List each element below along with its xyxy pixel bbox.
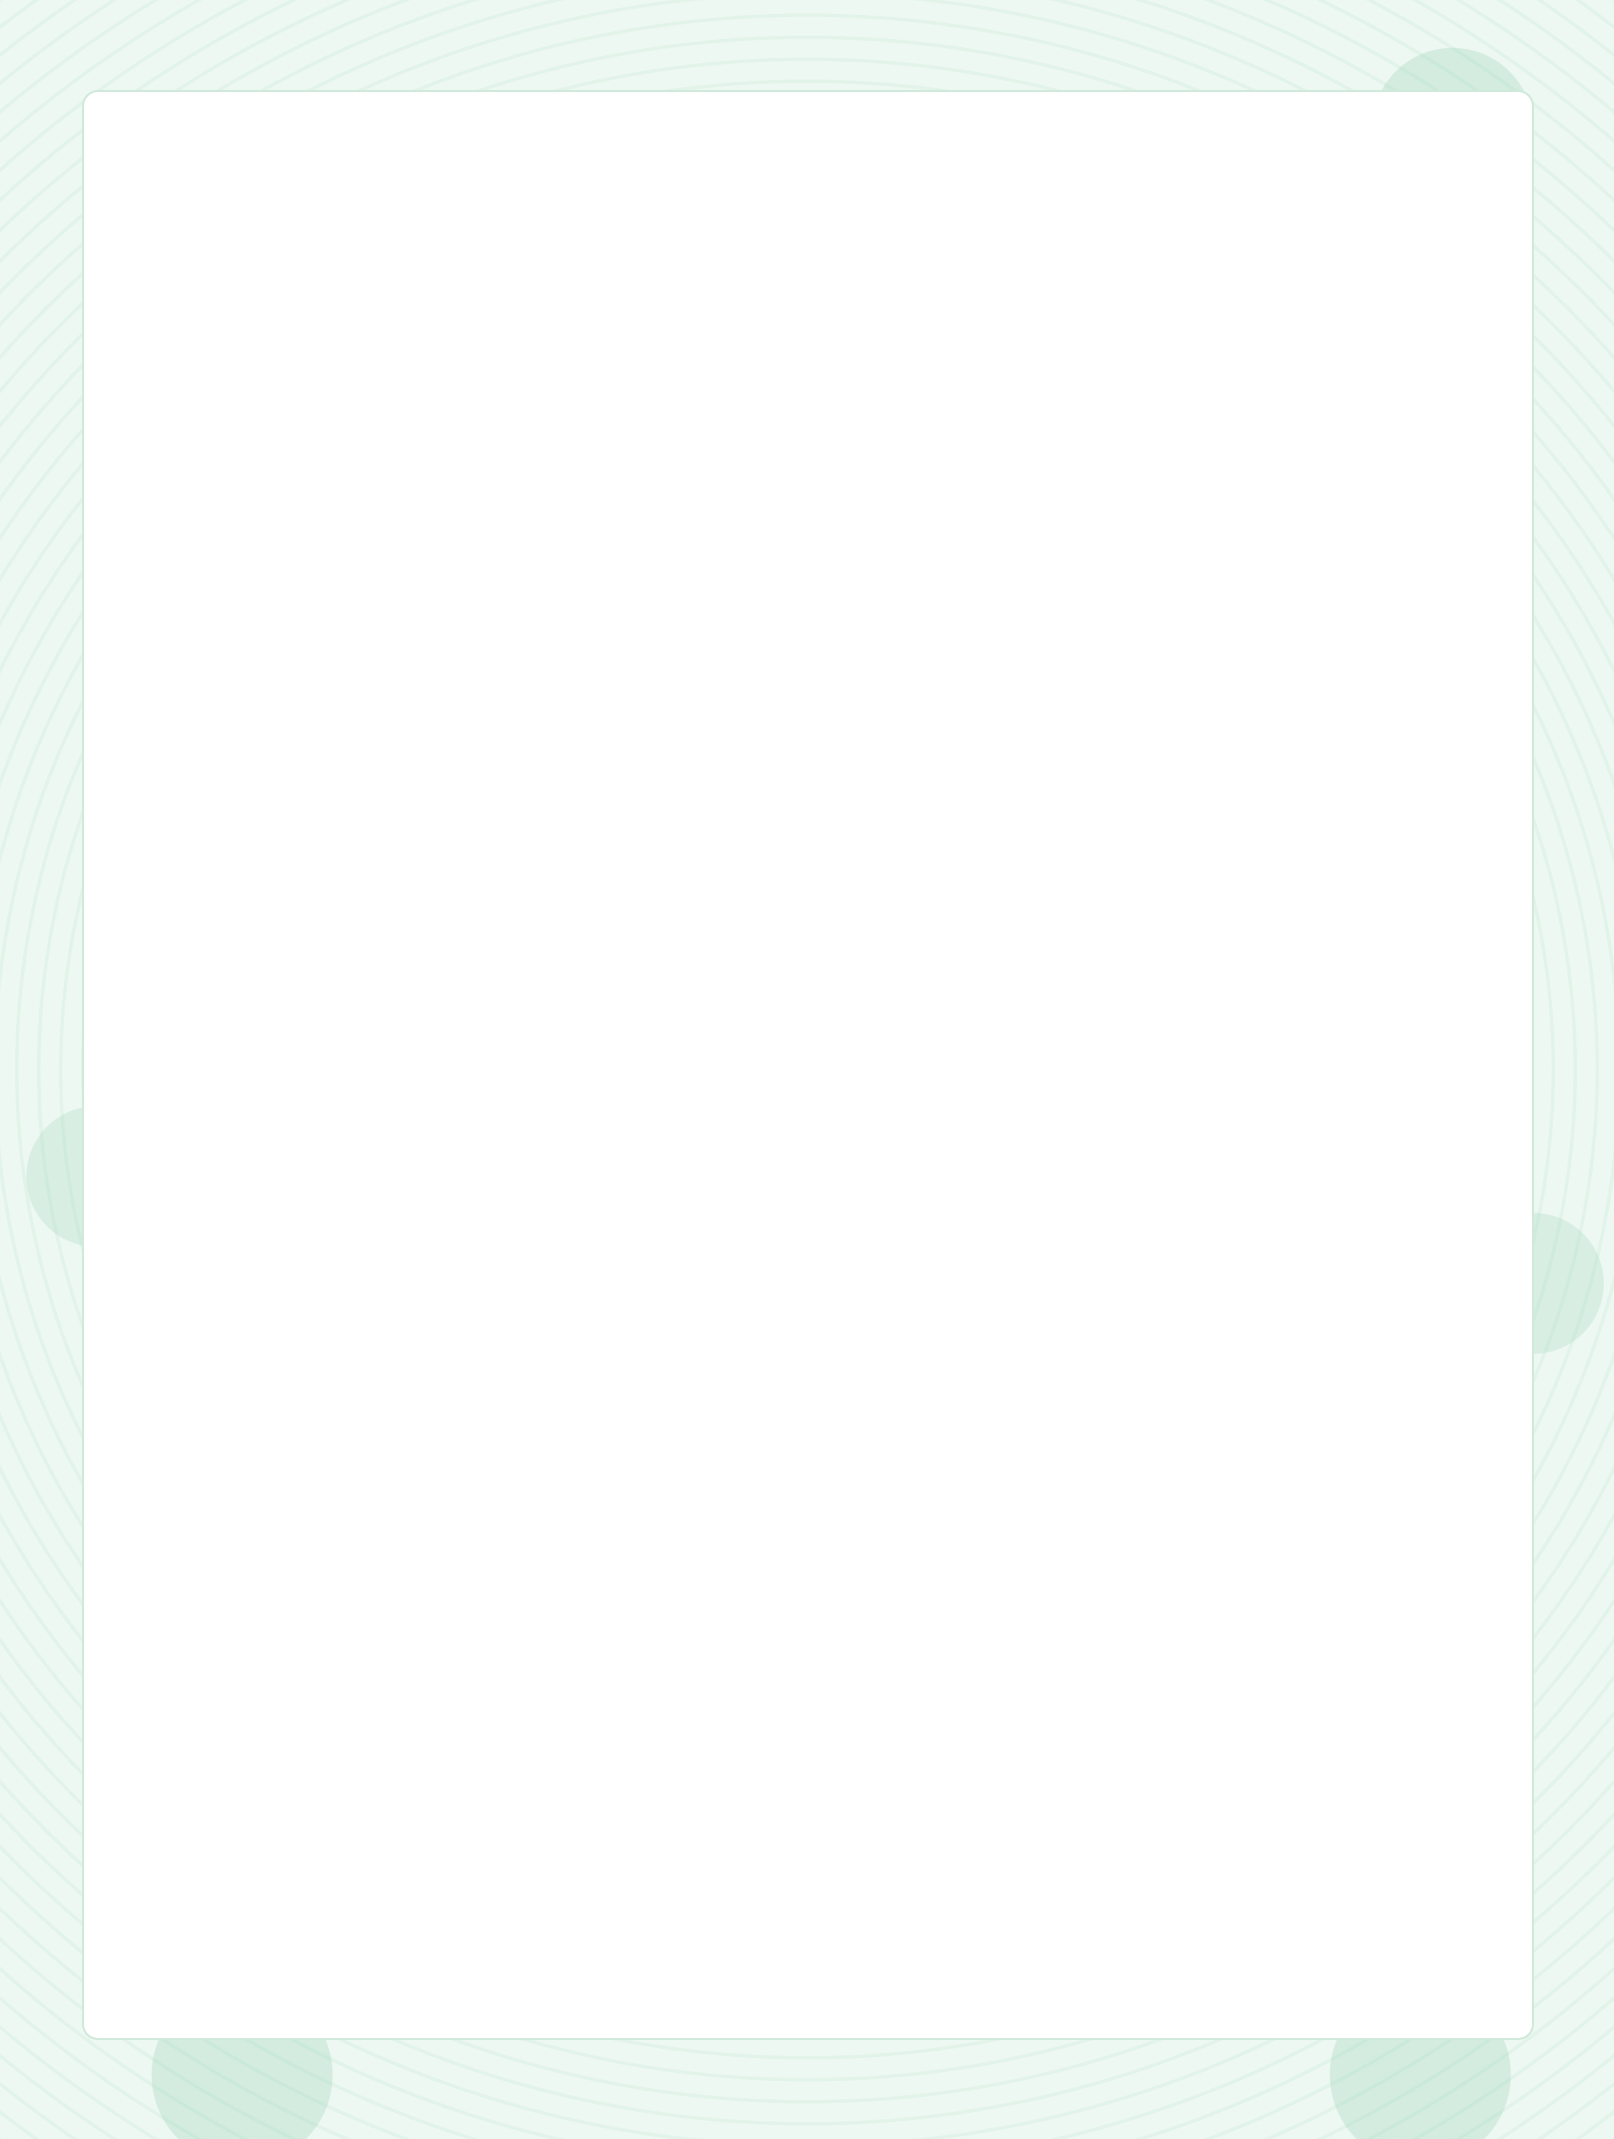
quran-page [84, 92, 1532, 2038]
page-header [84, 100, 1532, 160]
ornament-border-right [1408, 212, 1454, 1932]
ornament-border-left [162, 212, 208, 1932]
ornament-border-top [162, 160, 1454, 206]
ornament-border-bottom [162, 1942, 1454, 1988]
